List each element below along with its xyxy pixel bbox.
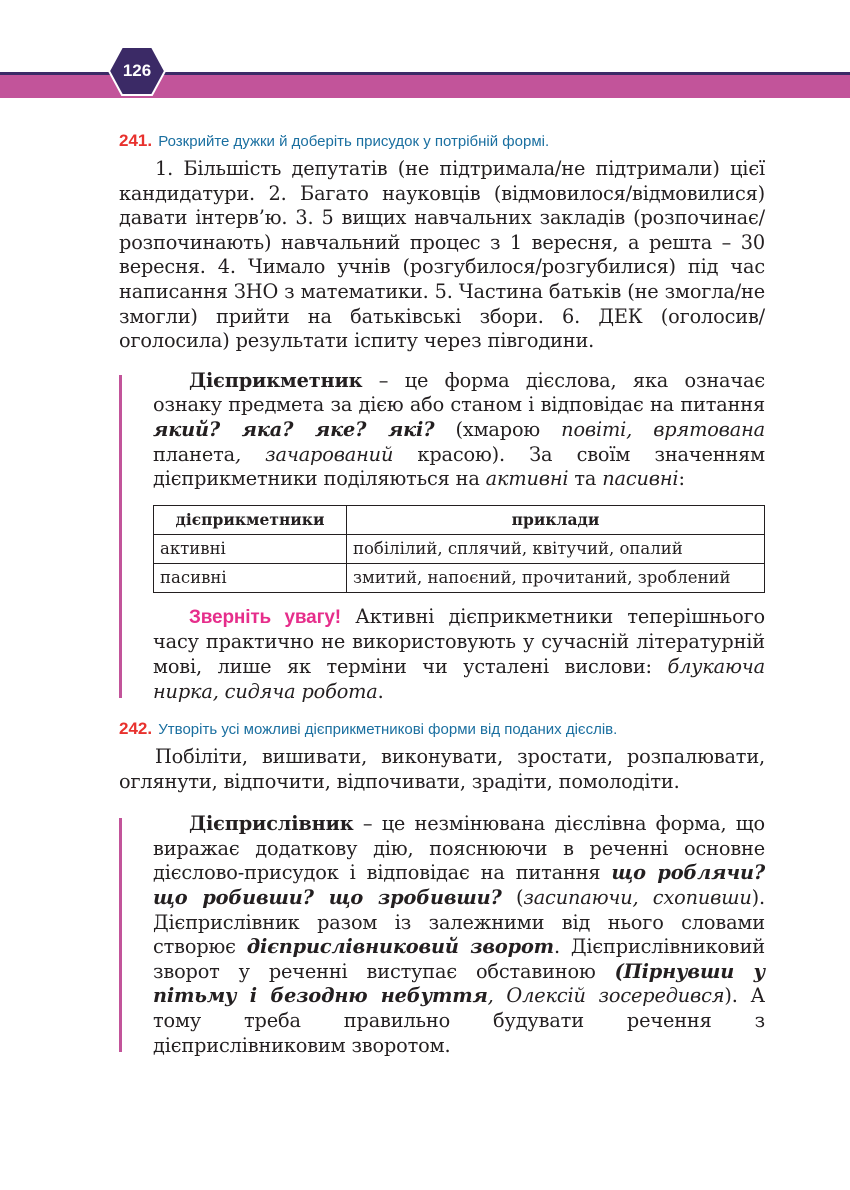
adverbial-participle-questions: що роблячи? що робивши? що зробивши? [153, 861, 765, 910]
table-cell: активні [154, 534, 347, 563]
exercise-242-number: 242. [119, 719, 153, 739]
table-row [154, 534, 765, 563]
participle-table [153, 505, 765, 593]
participle-rule-box [119, 369, 765, 704]
participle-definition: Дієприкметник – це форма дієслова, яка означає ознаку предмета за дією або станом і відповідає на питання який? яка? яке? які? (хмарою повіті, врятована планета, зачарований красою). За своїм значенням дієприкметники поділяються на активні та пасивні: [153, 368, 765, 491]
table-header: приклади [347, 505, 765, 534]
page-content [119, 130, 765, 1058]
exercise-242-text: Побіліти, вишивати, виконувати, зростати, розпалювати, оглянути, відпочити, відпочивати, зрадіти, помолодіти. [119, 745, 765, 793]
participle-term: Дієприкметник [189, 368, 363, 392]
participle-questions: який? яка? яке? які? [153, 417, 435, 441]
page-number-badge [108, 46, 166, 96]
table-cell: побілілий, сплячий, квітучий, опалий [347, 534, 765, 563]
page-number: 126 [122, 61, 152, 80]
table-header: дієприкметники [154, 505, 347, 534]
attention-label: Зверніть увагу! [189, 606, 341, 628]
table-cell: змитий, напоєний, прочитаний, зроблений [347, 563, 765, 592]
table-cell: пасивні [154, 563, 347, 592]
exercise-241-heading [119, 130, 765, 153]
attention-note: Зверніть увагу! Активні дієприкметники теперішнього часу практично не використовують у сучасній літературній мові, лише як терміни чи усталені вислови: блукаюча нирка, сидяча робота. [153, 604, 765, 703]
adverbial-participle-definition: Дієприслівник – це незмінювана дієслівна форма, що виражає додаткову дію, пояснюючи в реченні основне дієслово-присудок і відповідає на питання що роблячи? що робивши? що зробивши? (засипаючи, схопивши). Дієприслівник разом із залежними від нього словами створює дієприслівниковий зворот. Дієприслівниковий зворот у реченні виступає обставиною (Пірнувши у пітьму і безодню небуття, Олексій зосередився). А тому треба правильно будувати речення з дієприслівниковим зворотом. [153, 812, 766, 1057]
exercise-242-instruction: Утворіть усі можливі дієприкметникові форми від поданих дієслів. [158, 721, 618, 739]
exercise-241-instruction: Розкрийте дужки й доберіть присудок у потрібній формі. [158, 133, 550, 150]
adverbial-participle-term: Дієприслівник [189, 812, 354, 836]
exercise-241-text: 1. Більшість депутатів (не підтримала/не підтримали) цієї кандидатури. 2. Багато науковців (відмовилося/відмовилися) давати інтерв’ю. 3. 5 вищих навчальних закладів (розпочинає/розпочинають) навчальний процес з 1 вересня, а решта – 30 вересня. 4. Чимало учнів (розгубилося/розгубилися) під час написання ЗНО з математики. 5. Частина батьків (не змогла/не змогли) прийти на батьківські збори. 6. ДЕК (оголосив/оголосила) результати іспиту через півгодини. [119, 157, 765, 353]
table-row [154, 563, 765, 592]
exercise-242-heading [119, 718, 765, 741]
adverbial-participle-rule-box [119, 812, 765, 1058]
exercise-241-number: 241. [119, 131, 153, 150]
table-header-row [154, 505, 765, 534]
